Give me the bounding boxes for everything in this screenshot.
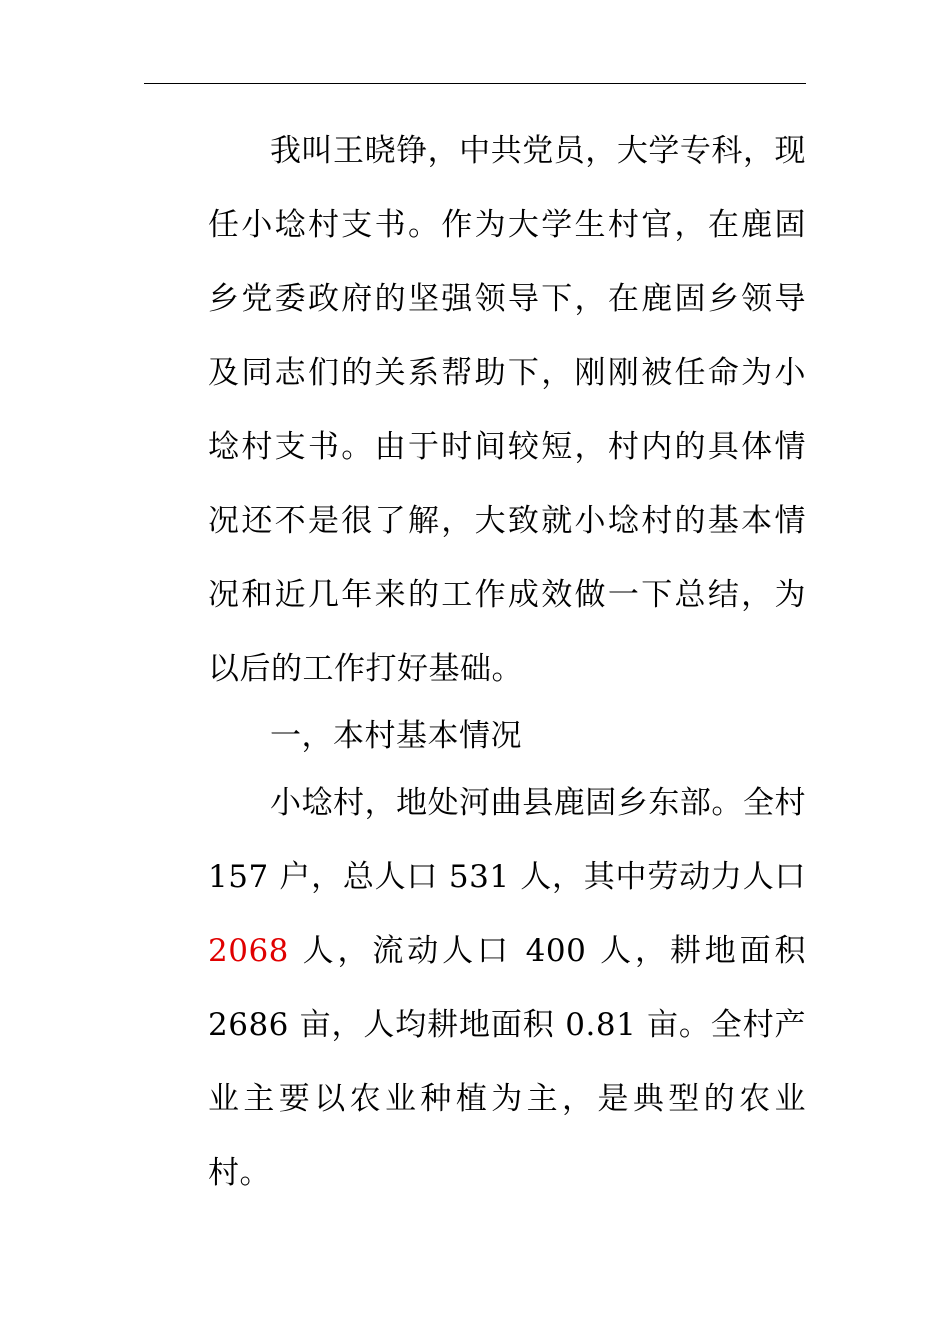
village-info-text-1: 小埝村，地处河曲县鹿固乡东部。全村 157 户，总人口 531 人，其中劳动力人口 — [208, 785, 806, 895]
labor-population-highlight: 2068 — [208, 933, 289, 969]
village-info-text-2: 人，流动人口 400 人，耕地面积 2686 亩，人均耕地面积 0.81 亩。全村产业主要以农业种植为主，是典型的农业村。 — [208, 933, 806, 1191]
document-body — [208, 114, 806, 1210]
section-heading: 一，本村基本情况 — [270, 718, 522, 754]
header-rule — [144, 83, 806, 84]
intro-paragraph: 我叫王晓铮，中共党员，大学专科，现任小埝村支书。作为大学生村官，在鹿固乡党委政府的坚强领导下，在鹿固乡领导及同志们的关系帮助下，刚刚被任命为小埝村支书。由于时间较短，村内的具体情况还不是很了解，大致就小埝村的基本情况和近几年来的工作成效做一下总结，为以后的工作打好基础。 — [208, 133, 806, 687]
village-info-paragraph — [208, 766, 806, 1210]
